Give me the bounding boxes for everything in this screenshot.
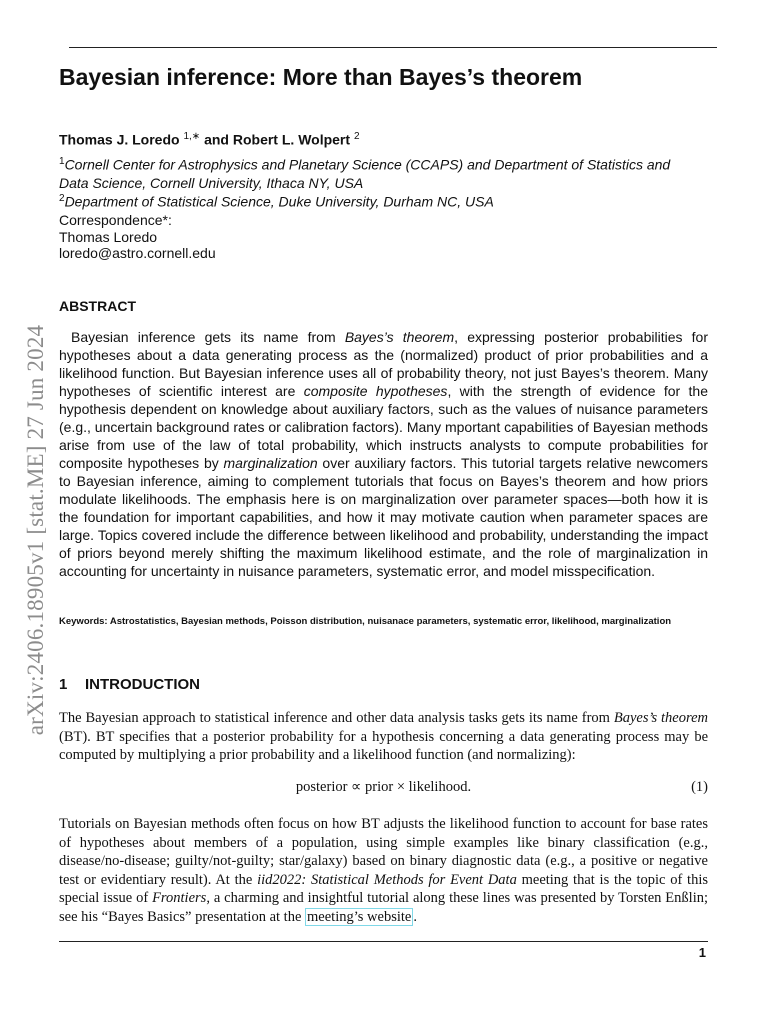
correspondence-block xyxy=(59,212,216,262)
intro-p2-emphasis-iid2022: iid2022: Statistical Methods for Event Data xyxy=(257,871,517,888)
page-number: 1 xyxy=(698,945,706,960)
correspondence-name: Thomas Loredo xyxy=(59,228,158,245)
abstract-part-1: Bayesian inference gets its name from xyxy=(71,329,345,345)
author-and: and xyxy=(200,131,233,148)
abstract-part-3: , with the strength of evidence for the hypothesis dependent on knowledge about auxiliary factors, such as the values of nuisance parameters (e.g., uncertain background rates or calibration factors). Many mportant capabilities of Bayesian methods arise from use of the law of total probability, which instructs analysts to compute probabilities for composite hypotheses by xyxy=(59,383,709,471)
correspondence-label: Correspondence*: xyxy=(59,212,172,228)
intro-p2-emphasis-frontiers: Frontiers xyxy=(152,890,207,906)
intro-p2-part-c: , a charming and insightful tutorial along these lines was presented by Torsten Enßlin; see his “Bayes Basics” presentation at the xyxy=(59,890,708,925)
author-line xyxy=(59,131,360,148)
author-wolpert: Robert L. Wolpert xyxy=(232,131,351,148)
affiliation-2-text: Department of Statistical Science, Duke University, Durham NC, USA xyxy=(64,193,494,210)
abstract-heading: ABSTRACT xyxy=(59,298,136,314)
abstract-text xyxy=(59,328,708,580)
author-wolpert-affil: 2 xyxy=(353,131,360,142)
intro-p2-part-a: Tutorials on Bayesian methods often focus on how BT adjusts the likelihood function to account for base rates of hypotheses about members of a population, using simple examples like binary classification (e.g., disease/no-disease; guilty/not-guilty; star/galaxy) based on binary diagnostic data (e.g., a positive or negative test or evidentiary result). At the xyxy=(59,816,708,888)
intro-paragraph-2 xyxy=(59,815,708,926)
affiliation-2 xyxy=(59,190,679,211)
author-loredo: Thomas J. Loredo xyxy=(59,131,180,148)
section-heading-introduction xyxy=(59,676,200,693)
meeting-website-link[interactable]: meeting’s website xyxy=(307,908,412,925)
affiliation-1-number: 1 xyxy=(59,156,65,167)
intro-p2-part-b: meeting that is the topic of this special issue of xyxy=(59,871,708,906)
intro-p1-emphasis: Bayes’s theorem xyxy=(613,710,708,726)
abstract-part-4: over auxiliary factors. This tutorial targets relative newcomers to Bayesian inference, aiming to complement tutorials that focus on Bayes’s theorem and how priors modulate likelihoods. The emphasis here is on marginalization over parameter spaces—both how it is the foundation for important capabilities, and how it may motivate caution when parameter spaces are large. Topics covered include the difference between likelihood and probability, understanding the impact of priors beyond merely shifting the maximum likelihood estimate, and the role of marginalization in accounting for uncertainty in nuisance parameters, systematic error, and model misspecification. xyxy=(59,455,708,579)
abstract-part-2: , expressing posterior probabilities for hypotheses about a data generating process as the (normalized) product of prior probabilities and a likelihood function. But Bayesian inference uses all of probability theory, not just Bayes’s theorem. Many hypotheses of scientific interest are xyxy=(59,329,709,399)
equation-number: (1) xyxy=(691,779,708,795)
affiliation-2-number: 2 xyxy=(59,193,65,204)
arxiv-identifier-stamp: arXiv:2406.18905v1 [stat.ME] 27 Jun 2024 xyxy=(23,324,48,736)
section-title: INTRODUCTION xyxy=(85,676,200,693)
abstract-emphasis-bayes-theorem: Bayes’s theorem xyxy=(344,329,455,345)
paper-title: Bayesian inference: More than Bayes’s theorem xyxy=(59,64,583,90)
author-loredo-affil: 1,∗ xyxy=(183,131,201,142)
affiliation-1-text: Cornell Center for Astrophysics and Planetary Science (CCAPS) and Department of Statistics and Data Science, Cornell University, Ithaca NY, USA xyxy=(59,156,671,191)
intro-paragraph-1 xyxy=(59,709,708,765)
correspondence-email: loredo@astro.cornell.edu xyxy=(59,245,216,261)
equation-1 xyxy=(59,779,708,799)
intro-p2-part-d: . xyxy=(413,908,417,925)
section-number: 1 xyxy=(59,676,68,693)
top-rule xyxy=(69,47,717,48)
keywords-line: Keywords: Astrostatistics, Bayesian methods, Poisson distribution, nuisanace parameters, systematic error, likelihood, marginalization xyxy=(59,616,672,627)
intro-p1-part-a: The Bayesian approach to statistical inference and other data analysis tasks gets its name from xyxy=(59,710,614,726)
equation-body: posterior ∝ prior × likelihood. xyxy=(295,779,472,795)
abstract-emphasis-marginalization: marginalization xyxy=(223,455,318,471)
abstract-emphasis-composite: composite hypotheses xyxy=(303,383,448,399)
affiliation-1 xyxy=(59,153,679,192)
intro-p1-part-b: (BT). BT specifies that a posterior probability for a hypothesis concerning a data generating process may be computed by multiplying a prior probability and a likelihood function (and normalizing): xyxy=(59,728,708,763)
footer-rule xyxy=(59,941,708,942)
